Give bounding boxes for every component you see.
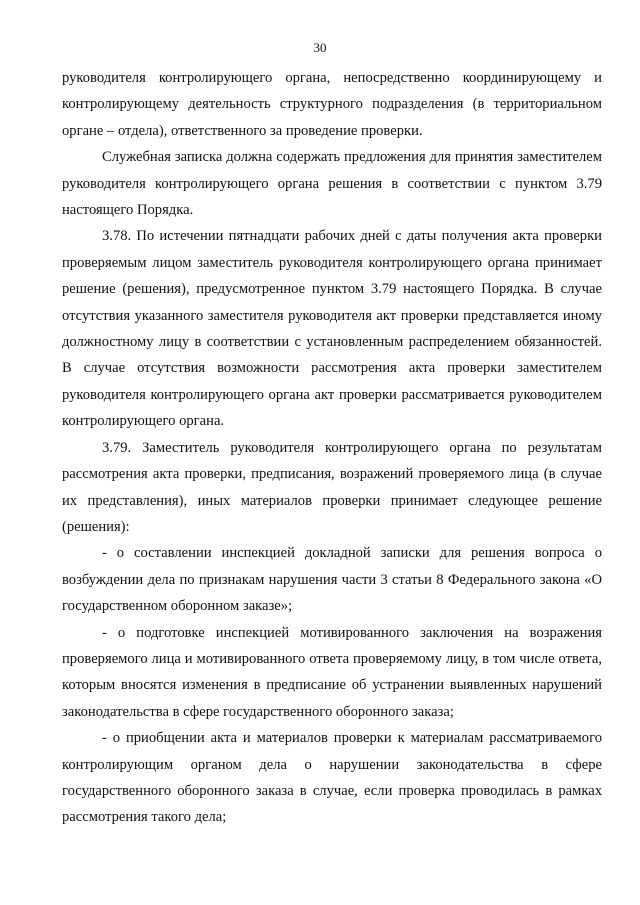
document-body [62,65,602,831]
page-number: 30 [313,40,327,55]
list-item-reasoned-conclusion: - о подготовке инспекцией мотивированного заключения на возражения проверяемого лица и мотивированного ответа проверяемому лицу, в том числе ответа, которым вносятся изменения в предписание об устранении выявленных нарушений законодательства в сфере государственного оборонного заказа; [62,624,602,720]
list-item-report-memo: - о составлении инспекцией докладной записки для решения вопроса о возбуждении дела по признакам нарушения части 3 статьи 8 Федерального закона «О государственном оборонном заказе»; [62,545,602,615]
paragraph-3-78: 3.78. По истечении пятнадцати рабочих дней с даты получения акта проверки проверяемым лицом заместитель руководителя контролирующего органа принимает решение (решения), предусмотренное пунктом 3.79 настоящего Порядка. В случае отсутствия указанного заместителя руководителя акт проверки представляется иному должностному лицу в соответствии с установленным распределением обязанностей. В случае отсутствия возможности рассмотрения акта проверки заместителем руководителя контролирующего органа акт проверки рассматривается руководителем контролирующего органа. [62,228,602,430]
list-item-attach-materials: - о приобщении акта и материалов проверки к материалам рассматриваемого контролирующим органом дела о нарушении законодательства в сфере государственного оборонного заказа в случае, если проверка проводилась в рамках рассмотрения такого дела; [62,730,602,826]
paragraph-memo-content: Служебная записка должна содержать предложения для принятия заместителем руководителя контролирующего органа решения в соответствии с пунктом 3.79 настоящего Порядка. [62,149,602,219]
paragraph-3-79: 3.79. Заместитель руководителя контролирующего органа по результатам рассмотрения акта проверки, предписания, возражений проверяемого лица (в случае их представления), иных материалов проверки принимает следующее решение (решения): [62,439,602,535]
paragraph-continuation: руководителя контролирующего органа, непосредственно координирующему и контролирующему деятельность структурного подразделения (в территориальном органе – отдела), ответственного за проведение проверки. [62,70,602,139]
